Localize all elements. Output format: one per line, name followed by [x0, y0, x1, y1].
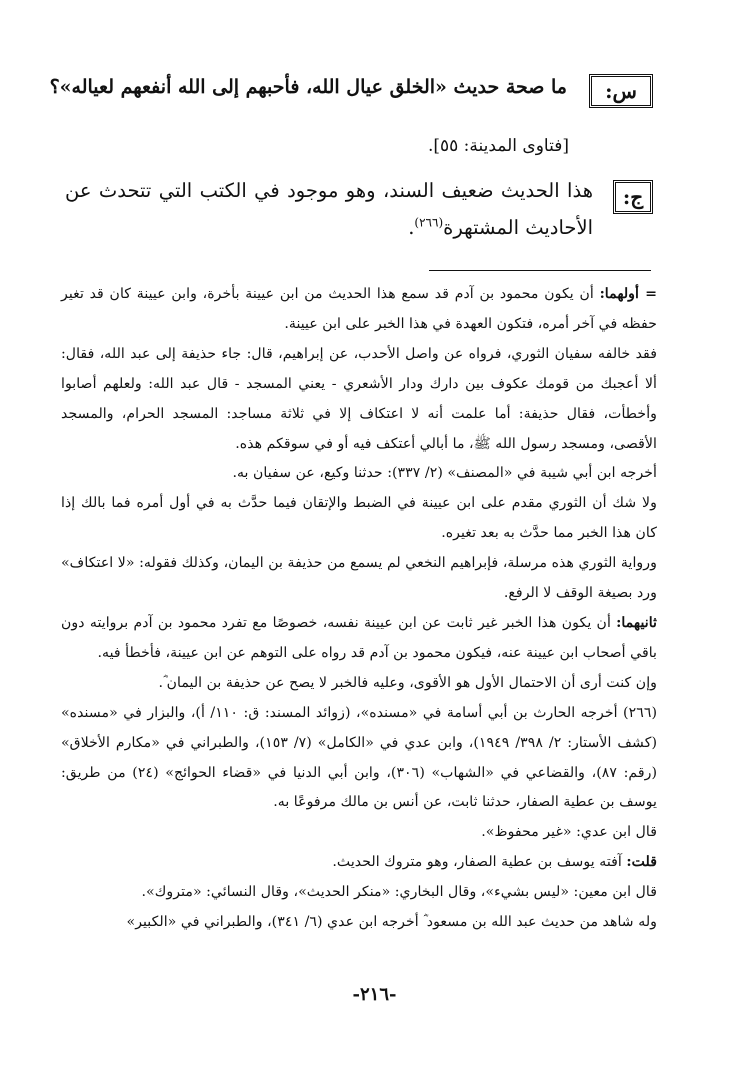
- fatwa-reference: [فتاوى المدينة: ٥٥].: [427, 136, 569, 156]
- question-marker: س:: [589, 74, 653, 108]
- footnote-reference: (٢٦٦): [414, 215, 444, 230]
- page-number: -٢١٦-: [352, 984, 397, 1005]
- footnote-paragraph: [61, 280, 657, 340]
- footnote-paragraph: وإن كنت أرى أن الاحتمال الأول هو الأقوى، وعليه فالخبر لا يصح عن حذيفة بن اليمان ؓ.: [158, 674, 657, 691]
- footnote-paragraph: ولا شك أن الثوري مقدم على ابن عيينة في الضبط والإتقان فيما حدَّث به في أول أمره فما بالك إذا كان هذا الخبر مما حدَّث به بعد تغيره.: [61, 495, 657, 542]
- answer-block: [65, 172, 653, 246]
- footnote-paragraph: وله شاهد من حديث عبد الله بن مسعود ؓ أخرجه ابن عدي (٦/ ٣٤١)، والطبراني في «الكبير»: [126, 914, 657, 931]
- footnote-paragraph: قال ابن معين: «ليس بشيء»، وقال البخاري: «منكر الحديث»، وقال النسائي: «متروك».: [141, 884, 657, 901]
- answer-end: .: [408, 216, 415, 239]
- footnote-separator: [429, 270, 651, 271]
- question-block: [49, 62, 653, 118]
- question-text: ما صحة حديث «الخلق عيال الله، فأحبهم إلى الله أنفعهم لعياله»؟: [49, 76, 567, 98]
- footnote-266: (٢٦٦) أخرجه الحارث بن أبي أسامة في «مسنده»، (زوائد المسند: ق: ١١٠/ أ)، والبزار في «مسنده» (كشف الأستار: ٢/ ٣٩٨/ ١٩٤٩)، وابن عدي في «الكامل» (٧/ ١٥٣)، والطبراني في «مكارم الأخلاق» (رقم: ٨٧)، والقضاعي في «الشهاب» (٣٠٦)، وابن أبي الدنيا في «قضاء الحوائج» (٢٤) من طريق: يوسف بن عطية الصفار، حدثنا ثابت، عن أنس بن مالك مرفوعًا به.: [61, 704, 658, 811]
- footnote-paragraph: [61, 848, 657, 878]
- footnote-label: قلت:: [626, 854, 657, 871]
- footnotes: [61, 280, 657, 938]
- footnote-paragraph: أخرجه ابن أبي شيبة في «المصنف» (٢/ ٣٣٧): حدثنا وكيع، عن سفيان به.: [232, 465, 657, 482]
- footnote-text: آفته يوسف بن عطية الصفار، وهو متروك الحديث.: [332, 854, 622, 871]
- footnote-paragraph: قال ابن عدي: «غير محفوظ».: [481, 824, 657, 841]
- answer-text-container: [65, 172, 593, 246]
- footnote-paragraph: ورواية الثوري هذه مرسلة، فإبراهيم النخعي لم يسمع من حذيفة بن اليمان، وكذلك فقوله: «لا اعتكاف» ورد بصيغة الوقف لا الرفع.: [61, 555, 657, 602]
- answer-text: هذا الحديث ضعيف السند، وهو موجود في الكتب التي تتحدث عن الأحاديث المشتهرة: [65, 179, 593, 239]
- footnote-paragraph: [61, 609, 657, 669]
- footnote-label: = أولهما:: [599, 286, 658, 302]
- footnote-paragraph: فقد خالفه سفيان الثوري، فرواه عن واصل الأحدب، عن إبراهيم، قال: جاء حذيفة إلى عبد الله، فقال: ألا أعجبك من قومك عكوف بين دارك ودار الأشعري - يعني المسجد - قال عبد الله: ولعلهم أصابوا وأخطأت، فقال حذيفة: أما علمت أنه لا اعتكاف إلا في ثلاثة مساجد: المسجد الحرام، والمسجد الأقصى، ومسجد رسول الله ﷺ، ما أبالي أعتكف فيه أو في سوقكم هذه.: [61, 345, 657, 452]
- footnote-text: أن يكون هذا الخبر غير ثابت عن ابن عيينة نفسه، خصوصًا مع تفرد محمود بن آدم بروايته دون باقي أصحاب ابن عيينة عنه، فيكون محمود بن آدم قد رواه على التوهم عن ابن عيينة، فأخطأ فيه.: [61, 614, 657, 661]
- footnote-text: أن يكون محمود بن آدم قد سمع هذا الحديث من ابن عيينة بأخرة، وابن عيينة كان قد تغير حفظه في آخر أمره، فتكون العهدة في هذا الخبر على ابن عيينة.: [61, 286, 657, 332]
- footnote-label: ثانيهما:: [616, 614, 657, 631]
- answer-marker: ج:: [613, 180, 653, 214]
